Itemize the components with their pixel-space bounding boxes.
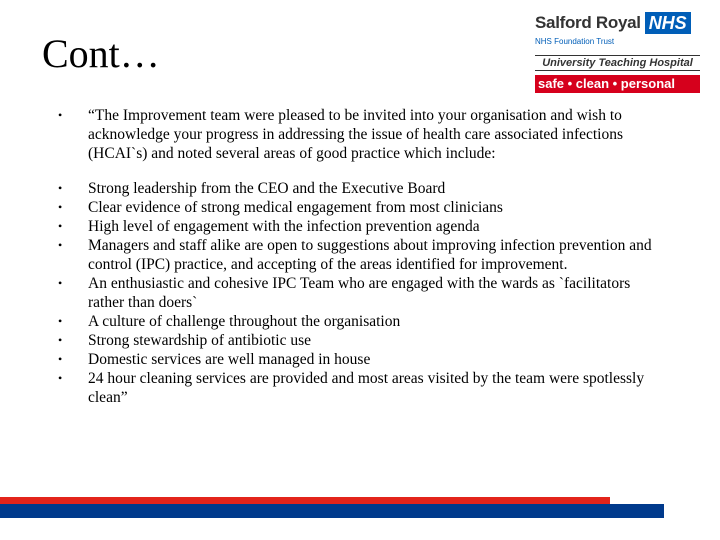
list-item-text: An enthusiastic and cohesive IPC Team who are engaged with the wards as `facilitators rather than doers` (88, 275, 631, 311)
list-item-text: Strong stewardship of antibiotic use (88, 332, 311, 349)
footer-red-bar (0, 497, 610, 504)
bullet-icon: • (58, 333, 63, 347)
list-item-text: 24 hour cleaning services are provided and most areas visited by the team were spotlessly clean” (88, 370, 645, 406)
bullet-icon: • (58, 200, 63, 214)
bullet-icon: • (58, 181, 63, 195)
logo-tagline: University Teaching Hospital (535, 55, 700, 71)
logo-top-row (535, 10, 700, 36)
list-item (58, 198, 668, 217)
list-item (58, 236, 668, 274)
list-item (58, 331, 668, 350)
good-practice-list (58, 179, 668, 407)
slide-title: Cont… (42, 31, 160, 76)
logo-trust-name: NHS Foundation Trust (535, 37, 615, 46)
list-item (58, 179, 668, 198)
list-item-text: A culture of challenge throughout the organisation (88, 313, 401, 330)
bullet-icon: • (58, 276, 63, 290)
list-item (58, 350, 668, 369)
bullet-icon: • (58, 219, 63, 233)
nhs-logo-badge: NHS (645, 12, 691, 34)
list-item-text: Domestic services are well managed in house (88, 351, 371, 368)
logo-org-name: Salford Royal (535, 13, 641, 32)
list-item (58, 274, 668, 312)
list-item (58, 369, 668, 407)
list-item (58, 217, 668, 236)
slide-body (58, 106, 668, 407)
bullet-icon: • (58, 238, 63, 252)
bullet-icon: • (58, 314, 63, 328)
salford-royal-logo (535, 10, 700, 98)
bullet-icon: • (58, 371, 63, 385)
logo-motto: safe • clean • personal (535, 75, 700, 93)
footer-blue-bar (0, 504, 664, 518)
list-item (58, 312, 668, 331)
list-item-text: High level of engagement with the infection prevention agenda (88, 218, 480, 235)
list-item-text: Strong leadership from the CEO and the Executive Board (88, 180, 446, 197)
intro-bullet (58, 106, 668, 163)
intro-text: “The Improvement team were pleased to be invited into your organisation and wish to acknowledge your progress in addressing the issue of health care associated infections (HCAI`s) and noted several areas of good practice which include: (88, 107, 624, 162)
bullet-icon: • (58, 352, 63, 366)
list-item-text: Managers and staff alike are open to suggestions about improving infection prevention and control (IPC) practice, and accepting of the areas identified for improvement. (88, 237, 652, 273)
intro-list (58, 106, 668, 163)
bullet-icon: • (58, 108, 63, 122)
list-item-text: Clear evidence of strong medical engagement from most clinicians (88, 199, 503, 216)
